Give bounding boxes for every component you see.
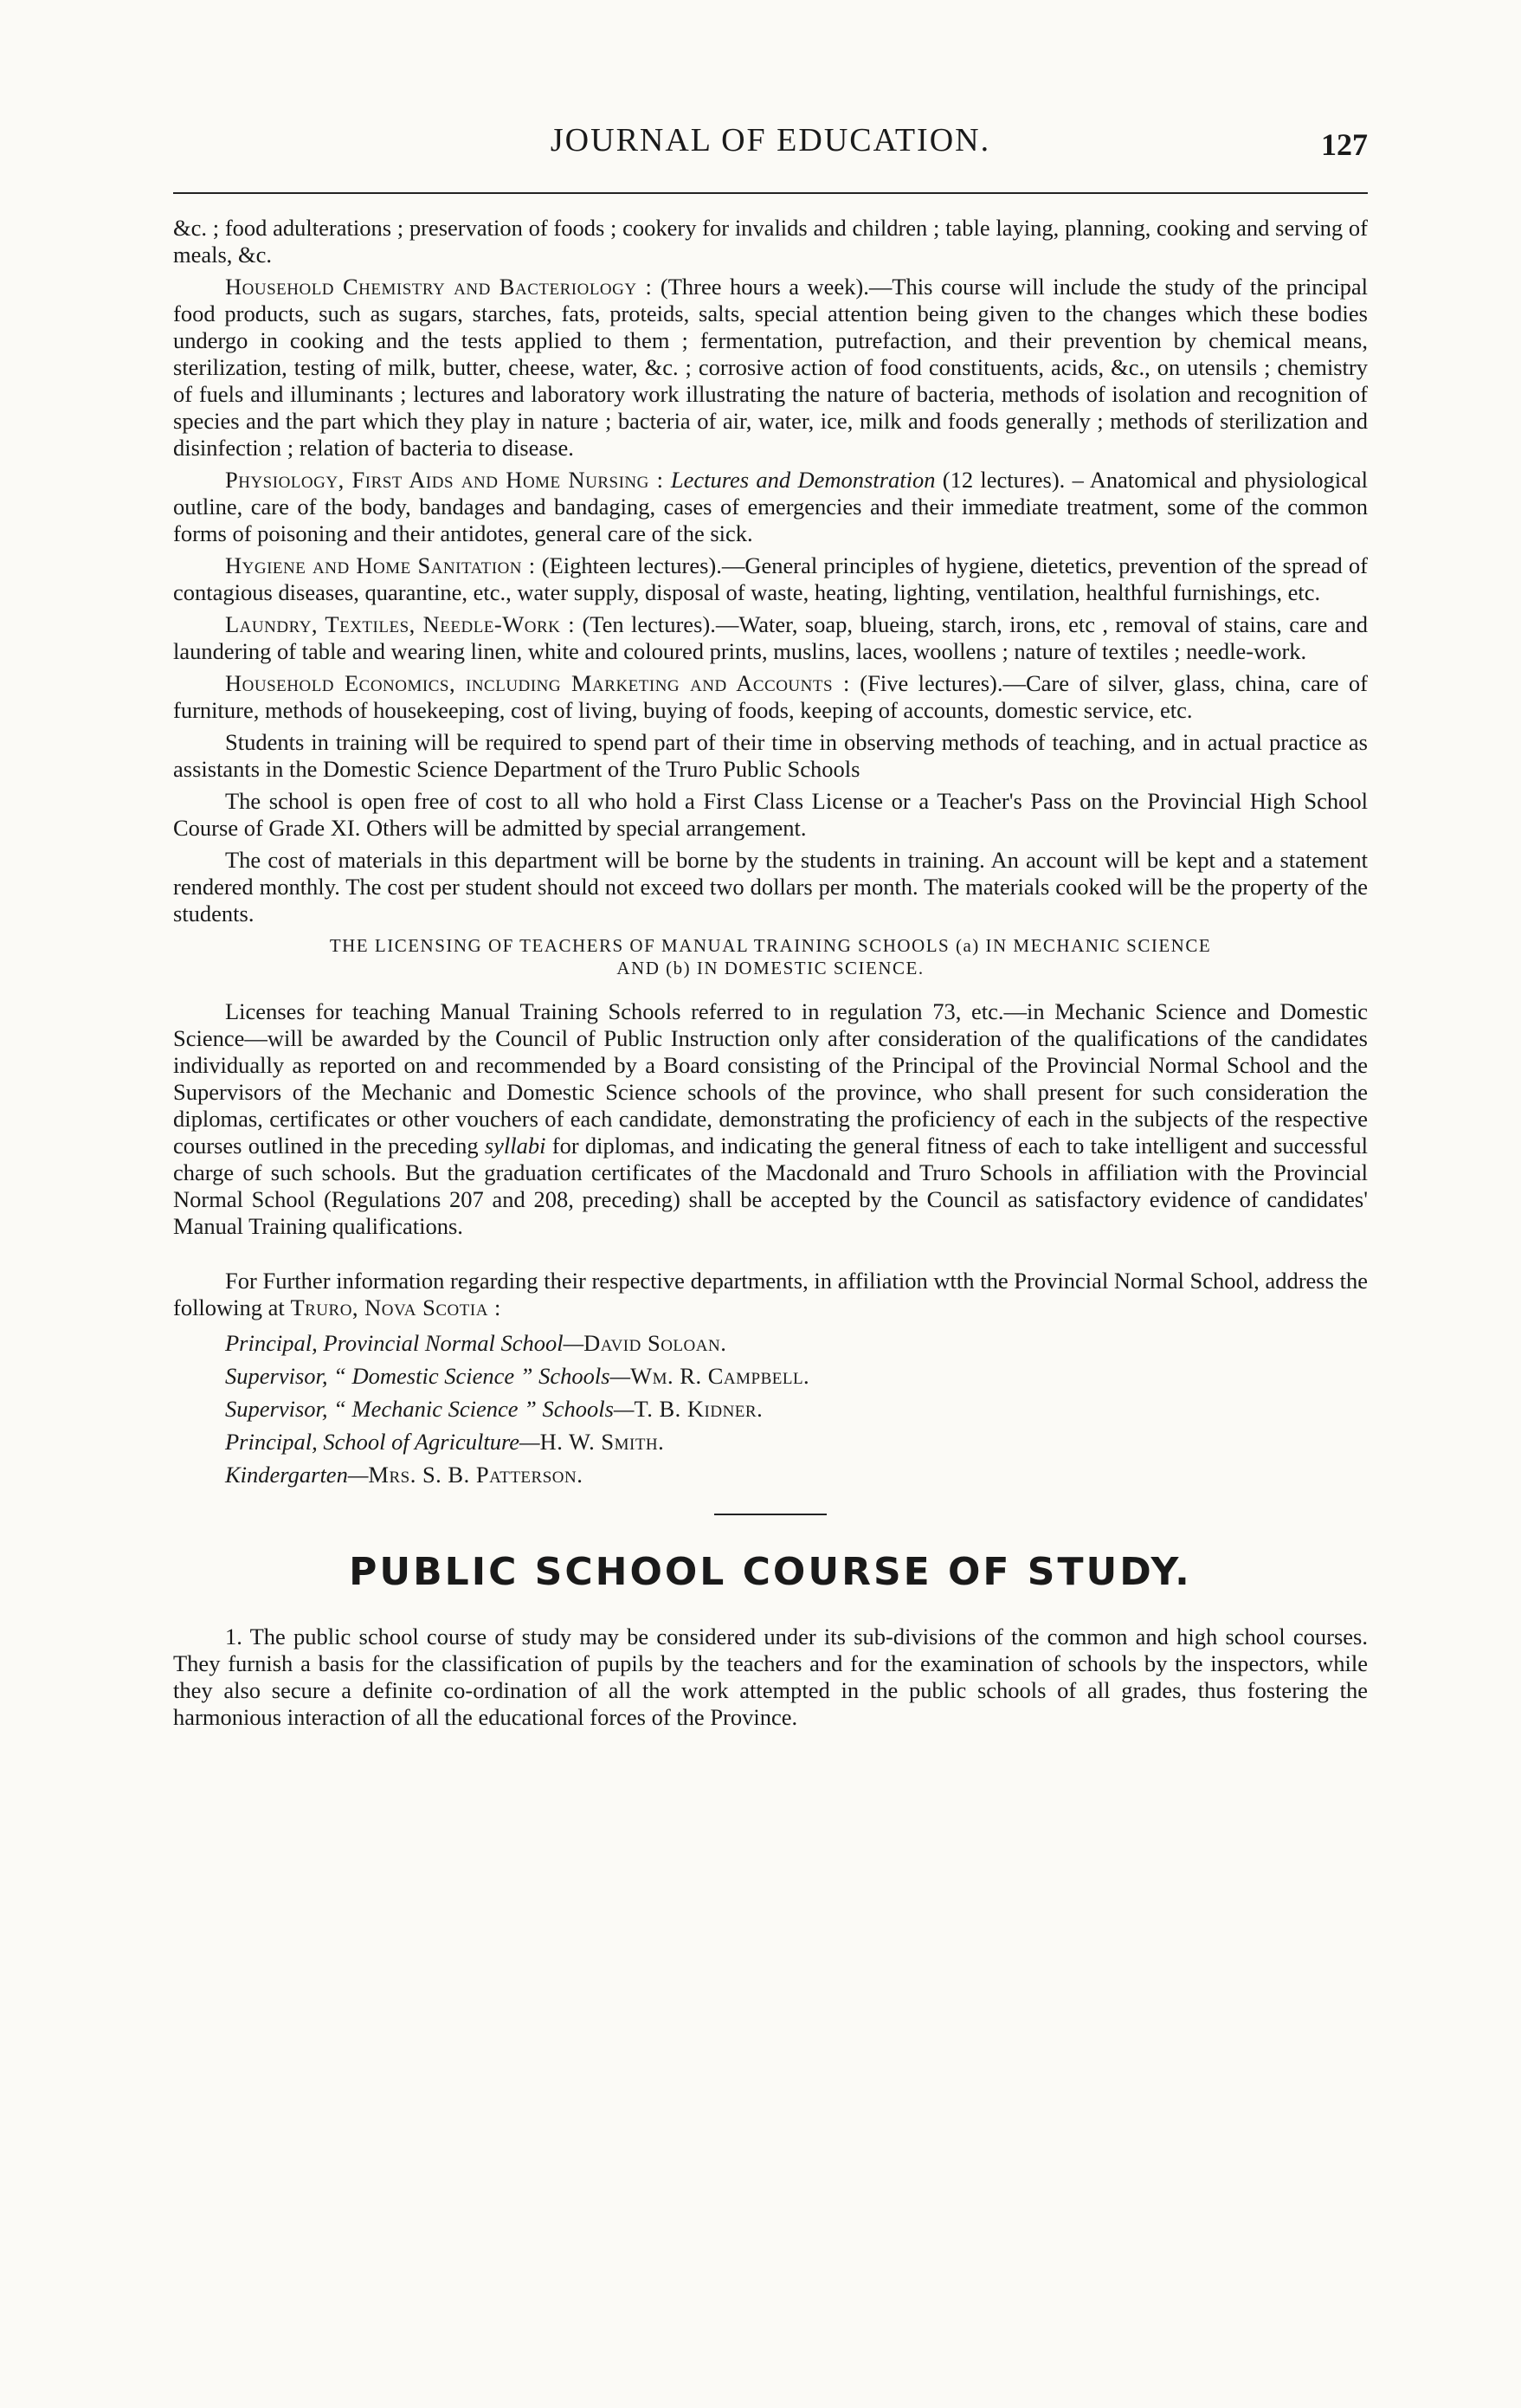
section-title: PUBLIC SCHOOL COURSE OF STUDY.: [349, 1550, 1192, 1594]
address-role: Principal, Provincial Normal School—: [225, 1330, 584, 1356]
paragraph-text: (Three hours a week).—This course will include the study of the principal food products, such as sugars, starches, fats, proteids, salts, special attention being given to the changes which these bodies undergo in cooking and the tests applied to them ; fermentation, putrefaction, and their prevention by chemical means, sterilization, testing of milk, butter, cheese, water, &c. ; corrosive action of food constituents, acids, &c., on utensils ; chemistry of fuels and illuminants ; lectures and laboratory work illustrating the nature of bacteria, methods of isolation and recognition of species and the part which they play in nature ; bacteria of air, water, ice, milk and foods generally ; methods of sterilization and disinfection ; relation of bacteria to disease.: [173, 274, 1368, 461]
paragraph-admission: The school is open free of cost to all who hold a First Class License or a Teacher's Pass on the Provincial High School Course of Grade XI. Others will be admitted by special arrangement.: [173, 788, 1368, 841]
journal-page: [173, 121, 1368, 2372]
paragraph-household-economics: [173, 670, 1368, 724]
subject-heading: Physiology, First Aids and Home Nursing :: [225, 467, 664, 493]
licensing-heading-line-1: THE LICENSING OF TEACHERS OF MANUAL TRAINING SCHOOLS (a) IN MECHANIC SCIENCE: [329, 935, 1212, 956]
paragraph-text: (Eighteen lectures).—General principles of hygiene, dietetics, prevention of the spread of contagious diseases, quarantine, etc., water supply, disposal of waste, heating, lighting, ventilation, healthful furnishings, etc.: [173, 552, 1368, 605]
paragraph-text: for diplomas, and indicating the general fitness of each to take intelligent and successful charge of such schools. But the graduation certificates of the Macdonald and Truro Schools in affiliation with the Provincial Normal School (Regulations 207 and 208, preceding) shall be accepted by the Council as satisfactory evidence of candidates' Manual Training qualifications.: [173, 1133, 1368, 1239]
address-list: [225, 1327, 1368, 1491]
running-title: JOURNAL OF EDUCATION.: [550, 122, 991, 158]
address-line: [225, 1392, 1368, 1425]
paragraph-further-information: [173, 1268, 1368, 1321]
place-name: Truro, Nova Scotia :: [290, 1294, 501, 1320]
address-role: Supervisor, “ Mechanic Science ” Schools—: [225, 1396, 635, 1422]
address-name: David Soloan.: [583, 1330, 727, 1356]
address-line: [225, 1425, 1368, 1458]
address-line: [225, 1359, 1368, 1392]
address-role: Principal, School of Agriculture—: [225, 1429, 540, 1455]
paragraph-physiology: [173, 467, 1368, 547]
paragraph-text: (12 lectures). – Anatomical and physiological outline, care of the body, bandages and bandaging, cases of emergencies and their immediate treatment, some of the common forms of poisoning and their antidotes, general care of the sick.: [173, 467, 1368, 546]
paragraph-hygiene: [173, 552, 1368, 606]
subject-heading: Hygiene and Home Sanitation :: [225, 552, 536, 578]
paragraph-text: (Ten lectures).—Water, soap, blueing, starch, irons, etc , removal of stains, care and laundering of table and wearing linen, white and coloured prints, muslins, laces, woollens ; nature of textiles ; needle-work.: [173, 611, 1369, 664]
paragraph-household-chemistry: [173, 274, 1368, 462]
licensing-heading-line-2: AND (b) IN DOMESTIC SCIENCE.: [616, 958, 925, 978]
paragraph-text: Licenses for teaching Manual Training Schools referred to in regulation 73, etc.—in Mechanic Science and Domestic Science—will be awarded by the Council of Public Instruction only after consideration of the qualifications of the candidates individually as reported on and recommended by a Board consisting of the Principal of the Provincial Normal School and the Supervisors of the Mechanic and Domestic Science schools of the province, who shall present for such consideration the diplomas, certificates or other vouchers of each candidate, demonstrating the proficiency of each in the subjects of the respective courses outlined in the preceding: [173, 998, 1368, 1159]
subject-heading: Household Economics, including Marketing and Accounts :: [225, 670, 850, 696]
licensing-heading: [173, 934, 1368, 979]
header-rule: [173, 192, 1368, 194]
italic-phrase: Lectures and Demonstration: [670, 467, 936, 493]
spacer: [173, 1245, 1368, 1268]
subject-heading: Laundry, Textiles, Needle-Work :: [225, 611, 576, 637]
address-name: T. B. Kidner.: [634, 1396, 764, 1422]
address-role: Kindergarten—: [225, 1462, 369, 1488]
paragraph-cost-of-materials: The cost of materials in this department will be borne by the students in training. An account will be kept and a statement rendered monthly. The cost per student should not exceed two dollars per month. The materials cooked will be the property of the students.: [173, 847, 1368, 926]
paragraph-licenses: [173, 998, 1368, 1240]
paragraph-laundry: [173, 611, 1368, 665]
address-line: [225, 1327, 1368, 1359]
italic-word: syllabi: [484, 1133, 546, 1159]
section-divider-rule: [714, 1514, 827, 1515]
address-name: H. W. Smith.: [539, 1429, 665, 1455]
address-role: Supervisor, “ Domestic Science ” Schools—: [225, 1363, 631, 1389]
paragraph-text: (Five lectures).—Care of silver, glass, china, care of furniture, methods of housekeeping, cost of living, buying of foods, keeping of accounts, domestic service, etc.: [173, 670, 1368, 723]
page-header: [173, 121, 1368, 177]
paragraph-food-topics-continued: &c. ; food adulterations ; preservation of foods ; cookery for invalids and children ; table laying, planning, cooking and serving of meals, &c.: [173, 215, 1368, 268]
address-name: Wm. R. Campbell.: [630, 1363, 810, 1389]
subject-heading: Household Chemistry and Bacteriology :: [225, 274, 653, 300]
paragraph-text: For Further information regarding their respective departments, in affiliation wtth the Provincial Normal School, address the following at: [173, 1268, 1368, 1320]
address-line: [225, 1458, 1368, 1491]
paragraph-public-school-course: 1. The public school course of study may be considered under its sub-divisions of the common and high school courses. They furnish a basis for the classification of pupils by the teachers and for the examination of schools by the inspectors, while they also secure a definite co-ordination of all the work attempted in the public schools of all grades, thus fostering the harmonious interaction of all the educational forces of the Province.: [173, 1624, 1368, 1730]
paragraph-students-in-training: Students in training will be required to spend part of their time in observing methods of teaching, and in actual practice as assistants in the Domestic Science Department of the Truro Public Schools: [173, 729, 1368, 782]
address-name: Mrs. S. B. Patterson.: [368, 1462, 583, 1488]
page-number: 127: [1321, 127, 1368, 162]
